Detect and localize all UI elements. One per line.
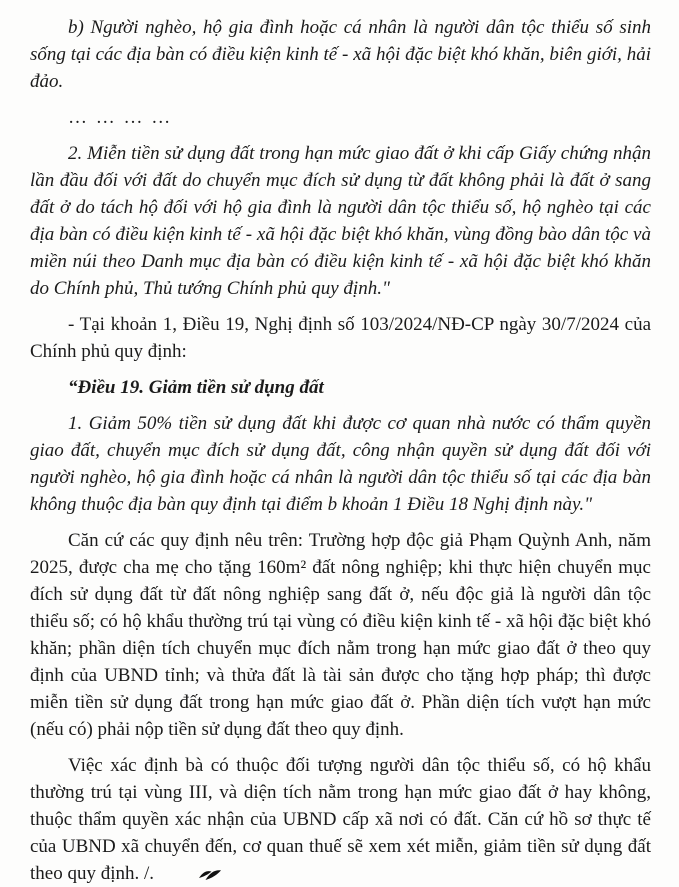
paragraph-clause-2-quote xyxy=(30,140,651,302)
ellipsis-text: … … … … xyxy=(68,107,173,128)
ellipsis-line xyxy=(30,104,651,131)
paragraph-legal-reference xyxy=(30,311,651,365)
paragraph-legal-reference-text: - Tại khoản 1, Điều 19, Nghị định số 103/2024/NĐ-CP ngày 30/7/2024 của Chính phủ quy định: xyxy=(30,314,651,362)
paragraph-conclusion-case xyxy=(30,527,651,743)
paragraph-clause-1-text: 1. Giảm 50% tiền sử dụng đất khi được cơ quan nhà nước có thẩm quyền giao đất, chuyển mục đích sử dụng đất, công nhận quyền sử dụng đất đối với người nghèo, hộ gia đình hoặc cá nhân là người dân tộc thiểu số tại các địa bàn không thuộc địa bàn quy định tại điểm b khoản 1 Điều 18 Nghị định này." xyxy=(30,413,651,515)
pen-flourish-icon xyxy=(160,860,222,887)
paragraph-clause-2-text: 2. Miễn tiền sử dụng đất trong hạn mức giao đất ở khi cấp Giấy chứng nhận lần đầu đối với đất do chuyển mục đích sử dụng từ đất không phải là đất ở sang đất ở do tách hộ đối với hộ gia đình là người dân tộc thiểu số, hộ nghèo tại các địa bàn có điều kiện kinh tế - xã hội đặc biệt khó khăn, vùng đồng bào dân tộc và miền núi theo Danh mục địa bàn có điều kiện kinh tế - xã hội đặc biệt khó khăn do Chính phủ, Thủ tướng Chính phủ quy định." xyxy=(30,143,651,299)
paragraph-conclusion-authority xyxy=(30,752,651,887)
paragraph-point-b-text: b) Người nghèo, hộ gia đình hoặc cá nhân là người dân tộc thiểu số sinh sống tại các địa bàn có điều kiện kinh tế - xã hội đặc biệt khó khăn, biên giới, hải đảo. xyxy=(30,17,651,92)
paragraph-point-b xyxy=(30,14,651,95)
paragraph-clause-1-quote xyxy=(30,410,651,518)
paragraph-conclusion-case-text: Căn cứ các quy định nêu trên: Trường hợp độc giả Phạm Quỳnh Anh, năm 2025, được cha mẹ cho tặng 160m² đất nông nghiệp; khi thực hiện chuyển mục đích sử dụng đất từ đất nông nghiệp sang đất ở, nếu độc giả là người dân tộc thiểu số; có hộ khẩu thường trú tại vùng có điều kiện kinh tế - xã hội đặc biệt khó khăn; phần diện tích chuyển mục đích nằm trong hạn mức giao đất ở theo quy định của UBND tỉnh; và thửa đất là tài sản được cho tặng hợp pháp; thì được miễn tiền sử dụng đất trong hạn mức giao đất ở. Phần diện tích vượt hạn mức (nếu có) phải nộp tiền sử dụng đất theo quy định. xyxy=(30,530,651,740)
article-19-heading-text: “Điều 19. Giảm tiền sử dụng đất xyxy=(68,377,324,398)
paragraph-conclusion-authority-text: Việc xác định bà có thuộc đối tượng người dân tộc thiểu số, có hộ khẩu thường trú tại vùng III, và diện tích nằm trong hạn mức giao đất ở hay không, thuộc thẩm quyền xác nhận của UBND cấp xã nơi có đất. Căn cứ hồ sơ thực tế của UBND xã chuyển đến, cơ quan thuế sẽ xem xét miễn, giảm tiền sử dụng đất theo quy định. /. xyxy=(30,755,651,884)
article-19-heading xyxy=(30,374,651,401)
